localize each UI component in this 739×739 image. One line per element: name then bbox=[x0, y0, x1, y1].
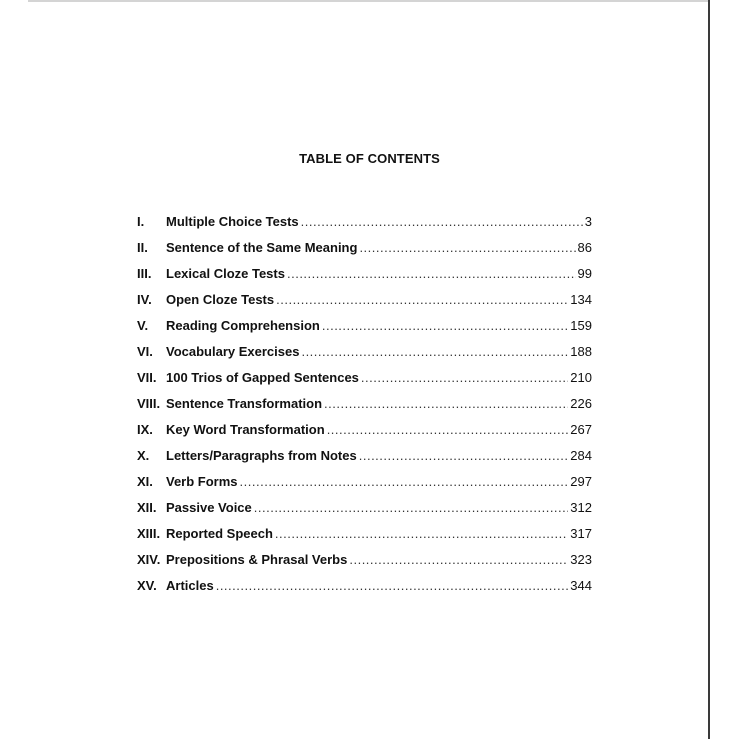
toc-entry-page: 284 bbox=[570, 448, 592, 463]
page-edge bbox=[708, 0, 710, 739]
toc-entry-number: VI. bbox=[137, 344, 153, 359]
dot-leader bbox=[301, 344, 568, 359]
toc-entry-page: 3 bbox=[584, 214, 592, 229]
toc-entry-page: 297 bbox=[570, 474, 592, 489]
toc-entry-number: XII. bbox=[137, 500, 157, 515]
toc-entry-page: 134 bbox=[570, 292, 592, 307]
toc-entry-number: XIV. bbox=[137, 552, 161, 567]
toc-entry-title: Sentence Transformation bbox=[166, 396, 323, 411]
toc-entry[interactable] bbox=[137, 292, 592, 318]
toc-entry-page: 210 bbox=[570, 370, 592, 385]
table-of-contents bbox=[137, 214, 592, 604]
toc-entry[interactable] bbox=[137, 318, 592, 344]
toc-entry-number: VIII. bbox=[137, 396, 161, 411]
toc-entry[interactable] bbox=[137, 526, 592, 552]
toc-entry[interactable] bbox=[137, 214, 592, 240]
toc-entry-page: 344 bbox=[570, 578, 592, 593]
toc-entry-title: 100 Trios of Gapped Sentences bbox=[166, 370, 359, 385]
toc-entry[interactable] bbox=[137, 240, 592, 266]
toc-entry-number: XV. bbox=[137, 578, 157, 593]
dot-leader bbox=[324, 396, 568, 411]
dot-leader bbox=[359, 240, 575, 255]
dot-leader bbox=[254, 500, 569, 515]
toc-entry-title: Verb Forms bbox=[166, 474, 238, 489]
toc-entry[interactable] bbox=[137, 552, 592, 578]
toc-entry-page: 86 bbox=[577, 240, 592, 255]
toc-entry[interactable] bbox=[137, 266, 592, 292]
dot-leader bbox=[301, 214, 583, 229]
toc-entry-page: 159 bbox=[570, 318, 592, 333]
dot-leader bbox=[276, 292, 568, 307]
dot-leader bbox=[216, 578, 569, 593]
toc-entry-title: Vocabulary Exercises bbox=[166, 344, 300, 359]
toc-entry-title: Sentence of the Same Meaning bbox=[166, 240, 358, 255]
toc-entry[interactable] bbox=[137, 448, 592, 474]
toc-entry-title: Passive Voice bbox=[166, 500, 252, 515]
toc-entry-number: III. bbox=[137, 266, 152, 281]
dot-leader bbox=[322, 318, 568, 333]
dot-leader bbox=[327, 422, 569, 437]
toc-entry-page: 99 bbox=[577, 266, 592, 281]
toc-entry-page: 317 bbox=[570, 526, 592, 541]
dot-leader bbox=[240, 474, 569, 489]
toc-entry-number: IX. bbox=[137, 422, 153, 437]
toc-entry-title: Open Cloze Tests bbox=[166, 292, 275, 307]
toc-entry-number: X. bbox=[137, 448, 150, 463]
toc-entry-title: Lexical Cloze Tests bbox=[166, 266, 285, 281]
toc-entry[interactable] bbox=[137, 578, 592, 604]
toc-entry-title: Reading Comprehension bbox=[166, 318, 320, 333]
toc-entry[interactable] bbox=[137, 396, 592, 422]
toc-entry-title: Multiple Choice Tests bbox=[166, 214, 299, 229]
dot-leader bbox=[361, 370, 568, 385]
toc-entry-number: VII. bbox=[137, 370, 157, 385]
page-title: TABLE OF CONTENTS bbox=[299, 151, 440, 166]
toc-entry[interactable] bbox=[137, 344, 592, 370]
toc-entry[interactable] bbox=[137, 422, 592, 448]
toc-entry-number: XI. bbox=[137, 474, 153, 489]
toc-entry-number: V. bbox=[137, 318, 149, 333]
toc-entry[interactable] bbox=[137, 474, 592, 500]
dot-leader bbox=[359, 448, 569, 463]
toc-entry-page: 226 bbox=[570, 396, 592, 411]
dot-leader bbox=[275, 526, 568, 541]
toc-entry-page: 188 bbox=[570, 344, 592, 359]
toc-entry[interactable] bbox=[137, 370, 592, 396]
toc-entry-title: Articles bbox=[166, 578, 214, 593]
toc-entry-page: 267 bbox=[570, 422, 592, 437]
toc-entry-number: IV. bbox=[137, 292, 152, 307]
toc-entry-number: II. bbox=[137, 240, 148, 255]
toc-entry-title: Prepositions & Phrasal Verbs bbox=[166, 552, 348, 567]
toc-entry-page: 312 bbox=[570, 500, 592, 515]
toc-entry-title: Letters/Paragraphs from Notes bbox=[166, 448, 357, 463]
toc-entry-page: 323 bbox=[570, 552, 592, 567]
toc-entry[interactable] bbox=[137, 500, 592, 526]
toc-entry-number: I. bbox=[137, 214, 145, 229]
dot-leader bbox=[349, 552, 568, 567]
toc-entry-title: Reported Speech bbox=[166, 526, 273, 541]
toc-entry-title: Key Word Transformation bbox=[166, 422, 325, 437]
dot-leader bbox=[287, 266, 576, 281]
toc-entry-number: XIII. bbox=[137, 526, 161, 541]
